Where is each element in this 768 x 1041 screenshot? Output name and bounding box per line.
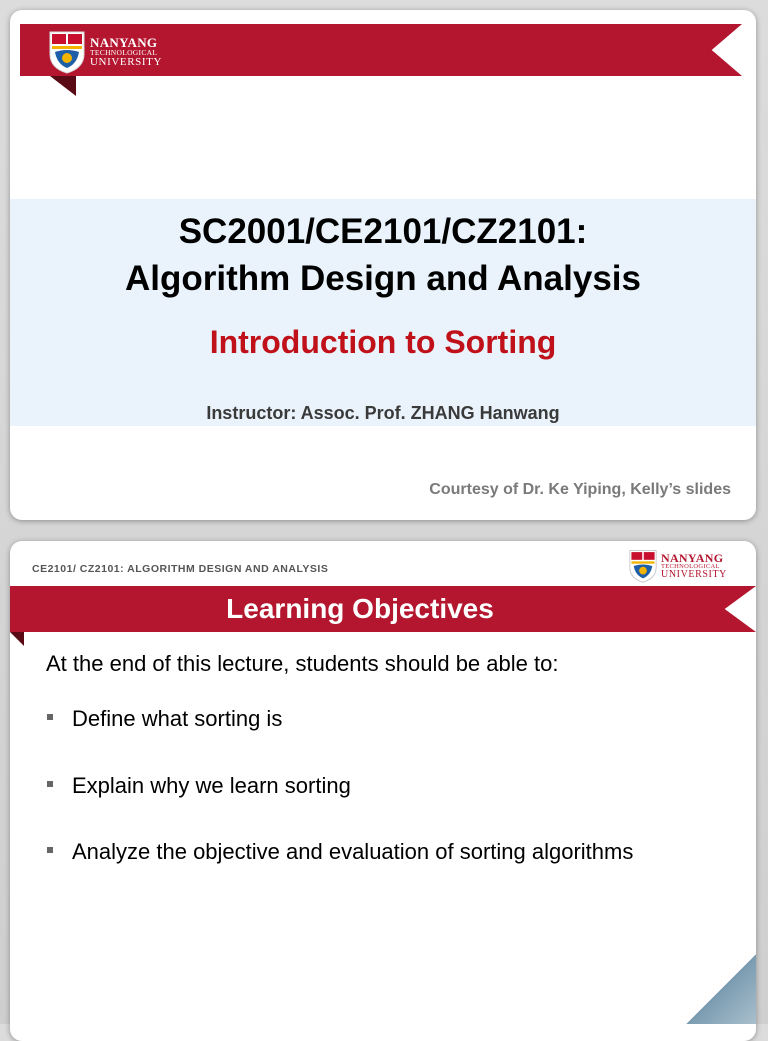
intro-text: At the end of this lecture, students should be able to: bbox=[46, 651, 559, 676]
ntu-crest-icon bbox=[48, 30, 86, 74]
course-title bbox=[10, 208, 756, 302]
logo-line-3: UNIVERSITY bbox=[661, 569, 727, 581]
course-title-line-2: Algorithm Design and Analysis bbox=[124, 259, 641, 298]
courtesy-text: Courtesy of Dr. Ke Yiping, Kelly’s slides bbox=[429, 481, 731, 498]
objective-text: Analyze the objective and evaluation of sorting algorithms bbox=[72, 839, 634, 864]
logo-line-2: TECHNOLOGICAL bbox=[90, 48, 158, 58]
ribbon-fold bbox=[50, 76, 76, 96]
bullet-square-icon bbox=[47, 847, 53, 853]
instructor-text: Instructor: Assoc. Prof. ZHANG Hanwang bbox=[206, 403, 560, 423]
objective-text: Define what sorting is bbox=[72, 706, 283, 731]
list-item bbox=[46, 838, 633, 905]
list-item bbox=[46, 705, 633, 772]
slide-title: Learning Objectives bbox=[226, 593, 494, 624]
course-title-line-1: SC2001/CE2101/CZ2101: bbox=[178, 212, 588, 251]
objectives-slide[interactable] bbox=[10, 541, 756, 1041]
ntu-crest-icon bbox=[628, 549, 658, 583]
title-slide[interactable] bbox=[10, 10, 756, 520]
logo-line-1: NANYANG bbox=[661, 550, 724, 565]
objective-text: Explain why we learn sorting bbox=[72, 772, 351, 798]
objectives-list bbox=[46, 705, 633, 905]
lecture-subtitle: Introduction to Sorting bbox=[209, 324, 557, 360]
bullet-square-icon bbox=[47, 714, 53, 720]
logo-line-2: TECHNOLOGICAL bbox=[661, 562, 720, 570]
logo-line-3: UNIVERSITY bbox=[90, 55, 162, 68]
ribbon-fold bbox=[10, 632, 24, 646]
course-header: CE2101/ CZ2101: ALGORITHM DESIGN AND ANALYSIS bbox=[32, 563, 329, 575]
list-item bbox=[46, 772, 633, 839]
page-curl-icon bbox=[686, 954, 756, 1024]
logo-line-1: NANYANG bbox=[90, 35, 158, 51]
ntu-logo-small bbox=[628, 549, 727, 583]
bullet-square-icon bbox=[47, 781, 53, 787]
ntu-logo bbox=[48, 30, 162, 74]
